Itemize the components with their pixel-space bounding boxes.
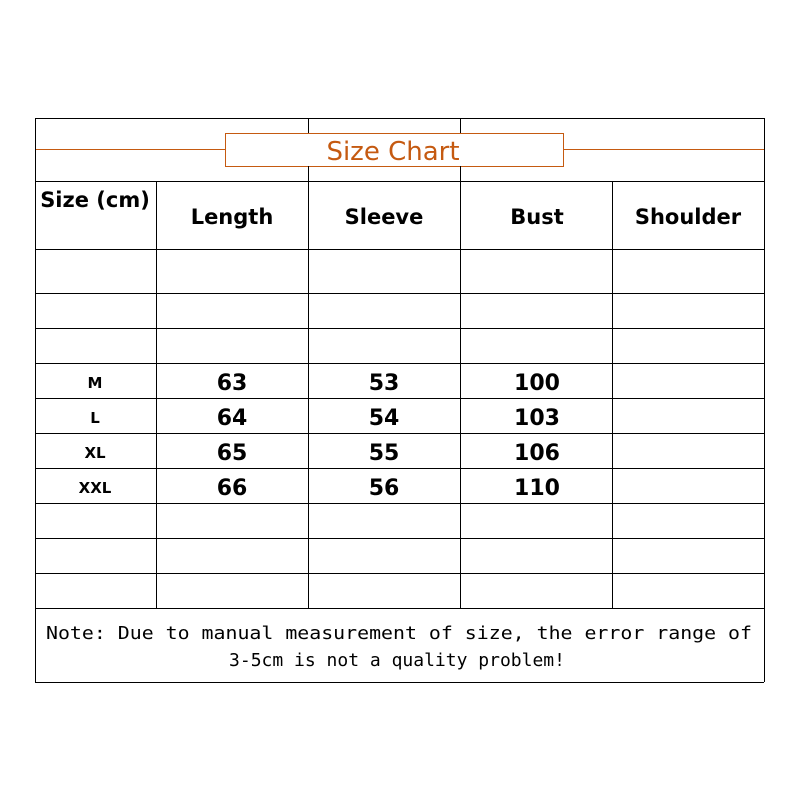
header-bust: Bust <box>510 205 564 229</box>
sleeve-cell: 55 <box>368 441 400 466</box>
size-cell: M <box>87 374 103 392</box>
length-cell: 64 <box>216 406 248 431</box>
note-line-1: Note: Due to manual measurement of size, the error range of <box>46 623 752 644</box>
header-sleeve: Sleeve <box>344 205 424 229</box>
note-line-2: 3-5cm is not a quality problem! <box>229 650 565 671</box>
length-cell: 63 <box>216 371 248 396</box>
header-shoulder: Shoulder <box>634 205 742 229</box>
header-length: Length <box>190 205 274 229</box>
chart-title: Size Chart <box>326 137 460 167</box>
sleeve-cell: 54 <box>368 406 400 431</box>
bust-cell: 110 <box>514 476 560 501</box>
size-cell: L <box>90 409 100 427</box>
sleeve-cell: 53 <box>368 371 400 396</box>
bust-cell: 106 <box>514 441 560 466</box>
length-cell: 65 <box>216 441 248 466</box>
bust-cell: 103 <box>514 406 560 431</box>
header-size: Size (cm) <box>40 188 150 212</box>
size-cell: XL <box>84 444 106 462</box>
size-cell: XXL <box>78 479 112 497</box>
bust-cell: 100 <box>514 371 560 396</box>
sleeve-cell: 56 <box>368 476 400 501</box>
length-cell: 66 <box>216 476 248 501</box>
